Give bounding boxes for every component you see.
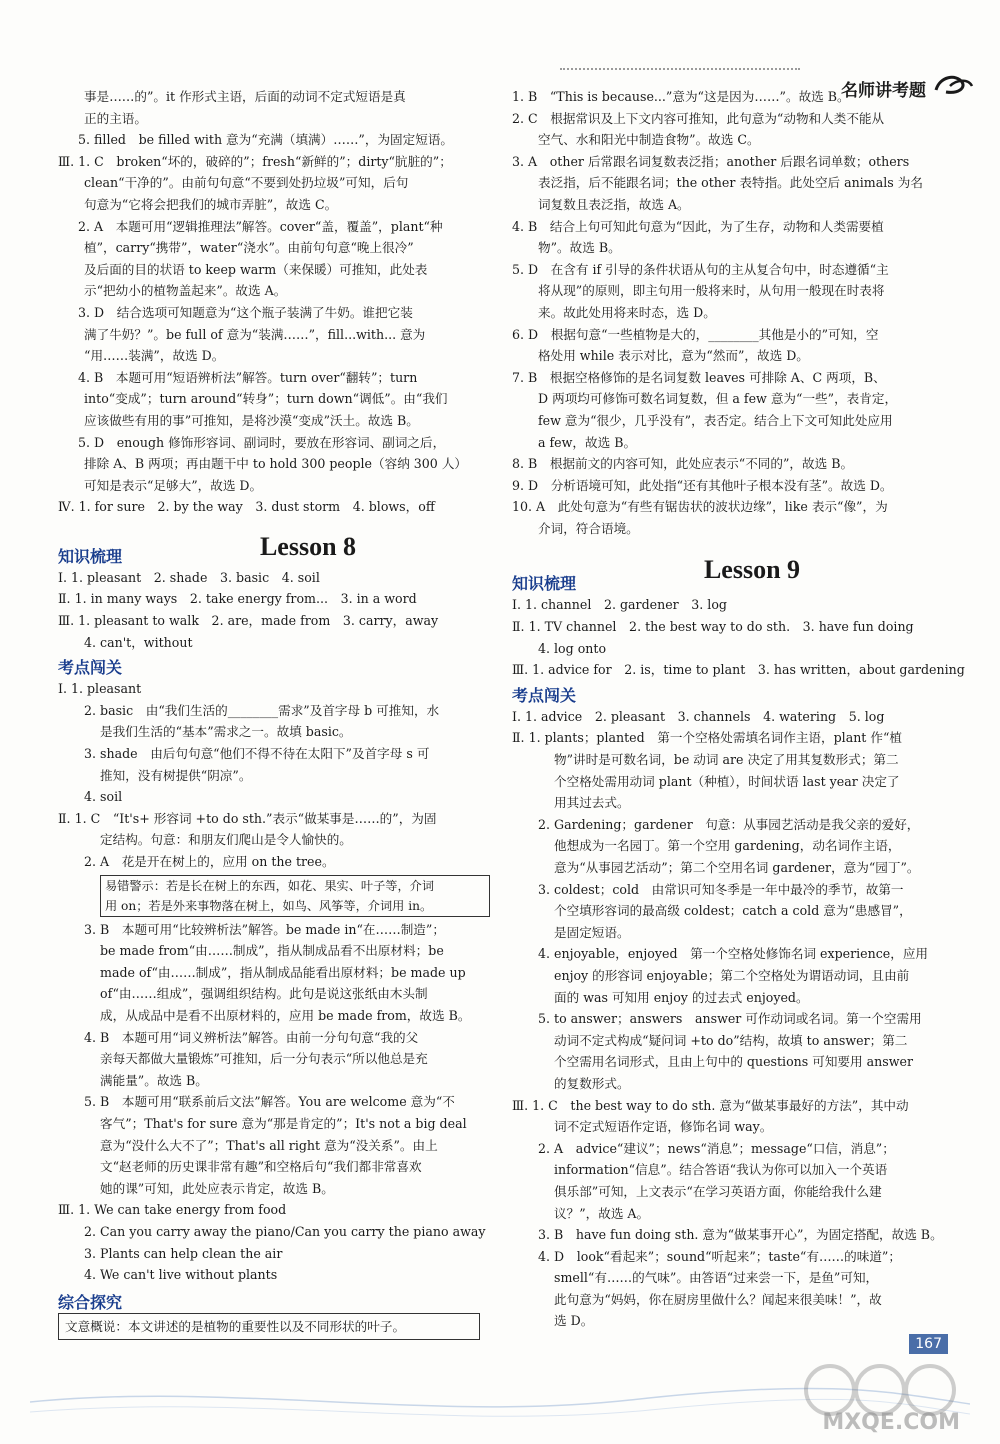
text-line: 此句意为“妈妈，你在厨房里做什么？闻起来很美味！”，故 [554,1291,882,1307]
text-line: Ⅰ. 1. channel 2. gardener 3. log [512,597,727,613]
text-line: 句意为“它将会把我们的城市弄脏”，故选 C。 [84,196,338,212]
text-line: 4. B 结合上句可知此句意为“因此，为了生存，动物和人类需要植 [512,218,884,234]
text-line: 正的主语。 [84,110,147,126]
text-line: Ⅱ. 1. in many ways 2. take energy from... 3. in a word [58,591,417,607]
text-line: information“信息”。结合答语“我认为你可以加入一个英语 [554,1162,888,1178]
text-line: 词不定式短语作定语，修饰名词 way。 [554,1119,773,1135]
lesson8-title: Lesson 8 [259,531,357,561]
text-line: made of“由……制成”，指从制成品能看出原材料；be made up [100,964,466,980]
text-line: 示“把幼小的植物盖起来”。故选 A。 [84,283,287,299]
text-line: 事是……的”。it 作形式主语，后面的动词不定式短语是真 [84,89,406,104]
text-line: 2. basic 由“我们生活的________需求”及首字母 b 可推知，水 [84,702,440,718]
text-line: 介词，符合语境。 [538,520,639,536]
text-line: of“由……组成”，强调组织结构。此句是说这张纸由木头制 [100,986,428,1002]
warning-line: 易错警示：若是长在树上的东西，如花、果实、叶子等，介词 [105,878,435,893]
text-line: Ⅰ. 1. advice 2. pleasant 3. channels 4. watering 5. log [512,708,885,724]
text-line: a few，故选 B。 [538,434,637,450]
text-line: 及后面的目的状语 to keep warm（来保暖）可推知，此处表 [84,261,428,277]
text-line: 动词不定式构成“疑问词 +to do”结构，故填 to answer；第二 [554,1032,908,1048]
text-line: smell“有……的气味”。由答语“过来尝一下，是鱼”可知， [554,1270,879,1286]
text-line: 空气、水和阳光中制造食物”。故选 C。 [538,132,760,148]
text-line: Ⅱ. 1. plants；planted 第一个空格处需填名词作主语，plant 作“植 [512,730,903,746]
error-warning-box [100,875,490,917]
text-line: 3. A other 后常跟名词复数表泛指；another 后跟名词单数；others [512,153,910,169]
text-line: 议？”，故选 A。 [554,1205,650,1221]
right-column [512,86,965,1332]
text-line: 2. A 本题可用“逻辑推理法”解答。cover“盖，覆盖”，plant“种 [78,218,443,234]
lesson8-reading-answers [512,86,952,539]
text-line: 她的课”可知，此处应表示肯定，故选 B。 [100,1180,334,1196]
page-number: 167 [909,1334,948,1354]
text-line: few 意为“很少，几乎没有”，表否定。结合上下文可知此处应用 [538,412,893,428]
text-line: 物”讲时是可数名词，be 动词 are 决定了用其复数形式；第二 [554,752,899,768]
text-line: Ⅰ. 1. pleasant 2. shade 3. basic 4. soil [58,569,320,585]
text-line: 词复数且表泛指，故选 A。 [538,196,690,212]
text-line: be made from“由……制成”，指从制成品看不出原材料；be [100,943,444,959]
text-line: Ⅲ. 1. advice for 2. is，time to plant 3. has written，about gardening [512,662,965,678]
text-line: 成，从成品中是看不出原材料的，应用 be made from，故选 B。 [100,1007,471,1023]
left-column [58,86,498,1340]
text-line: Ⅲ. 1. pleasant to walk 2. are，made from 3. carry，away [58,613,439,629]
text-line: Ⅳ. 1. for sure 2. by the way 3. dust storm 4. blows，off [58,499,435,515]
text-line: 6. D 根据句意“一些植物是大的，________其他是小的”可知，空 [512,326,879,342]
text-line: 可知是表示“足够大”，故选 D。 [84,477,263,493]
summary-text: 文意概说：本文讲述的是植物的重要性以及不同形状的叶子。 [65,1318,406,1334]
text-line: enjoy 的形容词 enjoyable；第二个空格处为谓语动词，且由前 [554,967,910,983]
text-line: 5. to answer；answers answer 可作动词或名词。第一个空需用 [538,1011,922,1027]
lesson9-section-knowledge: 知识梳理 [512,574,577,594]
text-line: 2. Gardening；gardener 句意：从事园艺活动是我父亲的爱好， [538,816,920,832]
text-line: 4. log onto [538,640,607,656]
text-line: Ⅲ. 1. We can take energy from food [58,1202,287,1218]
text-line: 应该做些有用的事”可推知，是将沙漠“变成”沃土。故选 B。 [84,412,419,428]
text-line: 定结构。句意：和朋友们爬山是令人愉快的。 [100,832,352,848]
lesson9-exercise-list [512,706,952,1332]
warning-line: 用 on；若是外来事物落在树上，如鸟、风筝等，介词用 in。 [105,898,433,913]
text-line: 5. filled be filled with 意为“充满（填满）……”，为固定短语。 [78,132,454,148]
text-line: 2. Can you carry away the piano/Can you carry the piano away [84,1223,486,1239]
lesson8-exercise-list [58,678,498,872]
text-line: Ⅰ. 1. pleasant [58,681,142,697]
summary-box [58,1313,480,1341]
text-line: 意为“没什么大不了”；That's all right 意为“没关系”。由上 [100,1137,438,1153]
lesson8-section-exercises: 考点闯关 [58,658,123,678]
text-line: 9. D 分析语境可知，此处指“还有其他叶子根本没有茎”。故选 D。 [512,477,893,493]
header-dotted-rule [560,68,800,70]
text-line: 4. soil [84,789,123,805]
text-line: 用其过去式。 [554,795,630,811]
lesson9-section-exercises: 考点闯关 [512,685,577,705]
text-line: 4. enjoyable，enjoyed 第一个空格处修饰名词 experience，应用 [538,946,929,962]
watermark-url: MXQE.COM [822,1410,960,1435]
text-line: 4. can't，without [84,634,193,650]
text-line: 来。故此处用将来时态，选 D。 [538,304,716,320]
brand-title: 名师讲考题 [841,81,926,101]
text-line: 2. C 根据常识及上下文内容可推知，此句意为“动物和人类不能从 [512,110,885,126]
text-line: 5. D 在含有 if 引导的条件状语从句的主从复合句中，时态遵循“主 [512,261,889,277]
lesson8-exercise-list-cont [58,919,498,1286]
text-line: D 两项均可修饰可数名词复数，但 a few 意为“一些”，表肯定， [538,391,898,407]
text-line: clean“干净的”。由前句句意“不要到处扔垃圾”可知，后句 [84,175,409,191]
text-line: 格处用 while 表示对比，意为“然而”，故选 D。 [538,348,809,364]
text-line: 10. A 此处句意为“有些有锯齿状的波状边缘”，like 表示“像”，为 [512,499,888,515]
text-line: 5. D enough 修饰形容词、副词时，要放在形容词、副词之后， [78,434,446,450]
text-line: 文“赵老师的历史课非常有趣”和空格后句“我们都非常喜欢 [100,1159,422,1175]
text-line: 4. D look“看起来”；sound“听起来”；taste“有……的味道”； [538,1248,901,1264]
text-line: 满能量”。故选 B。 [100,1072,208,1088]
text-line: 的复数形式。 [554,1075,630,1091]
text-line: 排除 A、B 两项；再由题干中 to hold 300 people（容纳 300 人） [84,456,468,472]
text-line: 4. B 本题可用“短语辨析法”解答。turn over“翻转”；turn [78,369,418,385]
text-line: 是固定短语。 [554,924,630,940]
text-line: 7. B 根据空格修饰的是名词复数 leaves 可排除 A、C 两项，B、 [512,369,886,385]
text-line: Ⅲ. 1. C the best way to do sth. 意为“做某事最好的方法”，其中动 [512,1097,909,1113]
text-line: 面的 was 可知用 enjoy 的过去式 enjoyed。 [554,989,809,1005]
text-line: 1. B “This is because...”意为“这是因为……”。故选 B。 [512,89,850,104]
text-line: 5. B 本题可用“联系前后文法”解答。You are welcome 意为“不 [84,1094,455,1110]
text-line: 个空格处需用动词 plant（种植），时间状语 last year 决定了 [554,773,900,789]
lesson9-knowledge-list [512,594,965,680]
lesson8-section-knowledge: 知识梳理 [58,546,123,566]
text-line: 8. B 根据前文的内容可知，此处应表示“不同的”，故选 B。 [512,456,854,472]
text-line: Ⅲ. 1. C broken“坏的，破碎的”；fresh“新鲜的”；dirty“肮脏的”； [58,153,452,169]
text-line: 3. shade 由后句句意“他们不得不待在太阳下”及首字母 s 可 [84,746,430,762]
text-line: 4. We can't live without plants [84,1267,278,1283]
text-line: 意为“从事园艺活动”；第二个空用名词 gardener，意为“园丁”。 [554,860,920,875]
text-line: 俱乐部”可知，上文表示“在学习英语方面，你能给我什么建 [554,1183,882,1199]
text-line: 2. A advice“建议”；news“消息”；message“口信，消息”； [538,1140,895,1156]
text-line: 3. D 结合选项可知题意为“这个瓶子装满了牛奶。谁把它装 [78,304,413,320]
text-line: 个空需用名词形式，且由上句中的 questions 可知要用 answer [554,1054,913,1070]
text-line: 他想成为一名园丁。第一个空用 gardening，动名词作主语， [554,838,901,854]
text-line: 植”，carry“携带”，water“浇水”。由前句句意“晚上很冷” [84,240,414,256]
lesson8-knowledge-list [58,567,498,653]
text-line: 个空填形容词的最高级 coldest；catch a cold 意为“患感冒”， [554,903,912,919]
text-line: 客气”；That's for sure 意为“那是肯定的”；It's not a big deal [100,1115,467,1131]
text-line: into“变成”；turn around“转身”；turn down“调低”。由“我们 [84,391,448,407]
text-line: “用……装满”，故选 D。 [84,348,225,364]
text-line: 是我们生活的“基本”需求之一。故填 basic。 [100,724,352,740]
lesson7-answers-continued [58,86,498,518]
text-line: 选 D。 [554,1313,594,1329]
text-line: Ⅱ. 1. C “It's+ 形容词 +to do sth.”表示“做某事是……的”，为固 [58,810,437,826]
lesson8-section-explore: 综合探究 [58,1292,123,1312]
text-line: 3. Plants can help clean the air [84,1245,283,1261]
text-line: 3. B 本题可用“比较辨析法”解答。be made in“在……制造”； [84,921,445,937]
text-line: 将从现”的原则，即主句用一般将来时，从句用一般现在时表将 [538,283,885,299]
text-line: 3. B have fun doing sth. 意为“做某事开心”，为固定搭配，故选 B。 [538,1227,943,1243]
text-line: Ⅱ. 1. TV channel 2. the best way to do sth. 3. have fun doing [512,619,914,635]
text-line: 表泛指，后不能跟名词；the other 表特指。此处空后 animals 为名 [538,175,923,191]
text-line: 4. B 本题可用“词义辨析法”解答。由前一分句句意“我的父 [84,1029,419,1045]
text-line: 推知，没有树提供“阴凉”。 [100,767,252,783]
text-line: 亲每天都做大量锻炼”可推知，后一分句表示“所以他总是充 [100,1051,428,1067]
text-line: 3. coldest；cold 由常识可知冬季是一年中最冷的季节，故第一 [538,881,904,897]
text-line: 满了牛奶？”。be full of 意为“装满……”，fill...with... 意为 [84,326,426,342]
lesson9-title: Lesson 9 [703,555,801,585]
text-line: 物”。故选 B。 [538,240,621,256]
text-line: 2. A 花是开在树上的，应用 on the tree。 [84,854,335,869]
